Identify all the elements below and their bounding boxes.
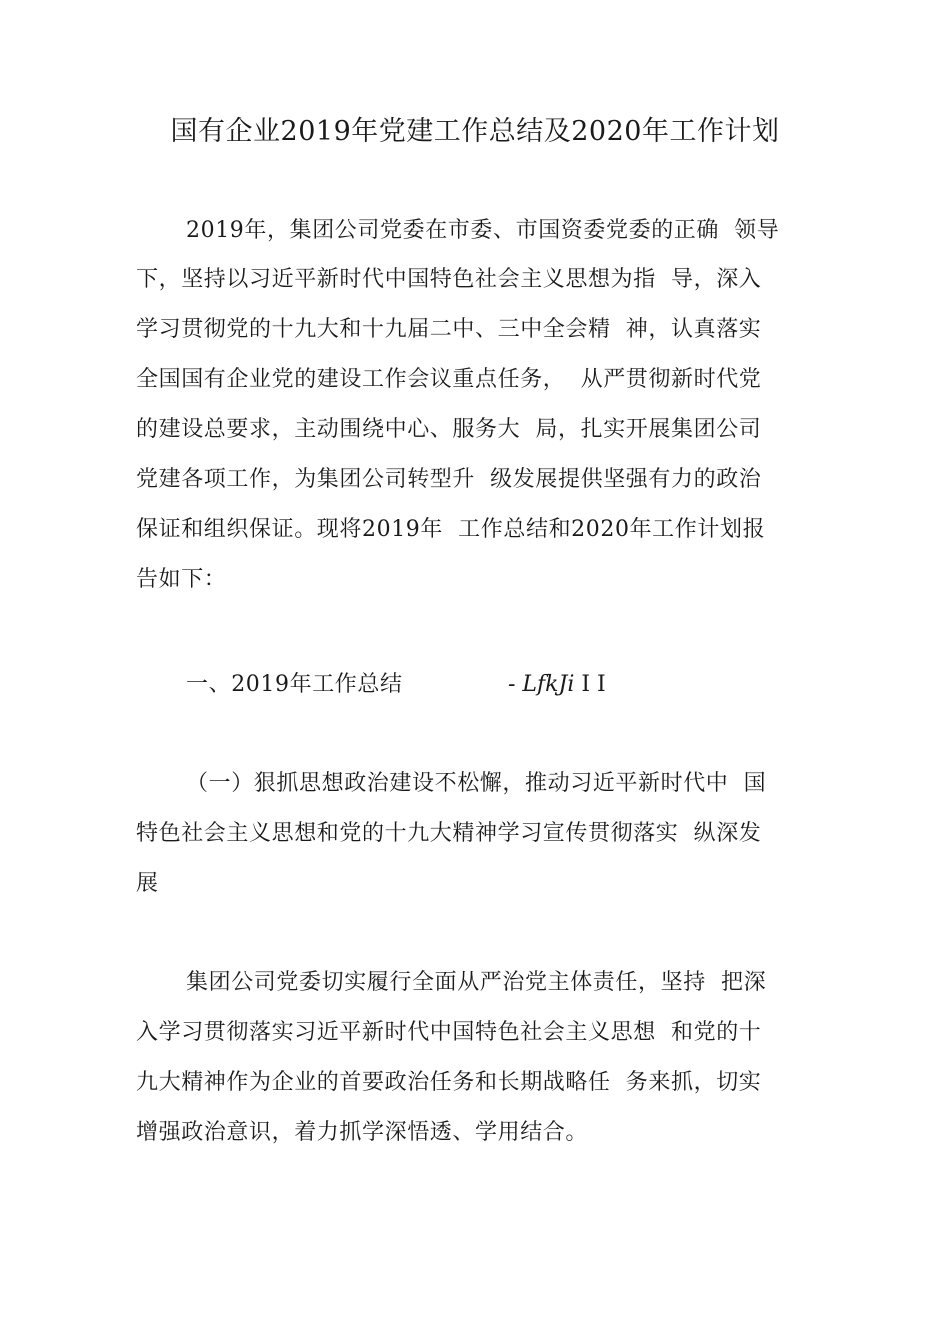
paragraph-line: 全国国有企业党的建设工作会议重点任务， 从严贯彻新时代党	[136, 367, 762, 392]
subsection-line: 特色社会主义思想和党的十九大精神学习宣传贯彻落实 纵深发	[136, 821, 762, 846]
paragraph-line: 下，坚持以习近平新时代中国特色社会主义思想为指 导，深入	[136, 267, 762, 292]
heading-artifact-italic: - LfkJi	[508, 672, 575, 697]
document-title: 国有企业2019年党建工作总结及2020年工作计划	[170, 116, 780, 147]
heading-artifact-regular: I I	[581, 672, 606, 697]
paragraph-line: 九大精神作为企业的首要政治任务和长期战略任 务来抓，切实	[136, 1070, 762, 1095]
paragraph-line: 增强政治意识，着力抓学深悟透、学用结合。	[136, 1120, 589, 1145]
subsection-line: 展	[136, 871, 159, 896]
subsection-line: （一）狠抓思想政治建设不松懈，推动习近平新时代中 国	[186, 771, 767, 796]
paragraph-line: 学习贯彻党的十九大和十九届二中、三中全会精 神，认真落实	[136, 317, 762, 342]
paragraph-line: 的建设总要求，主动围绕中心、服务大 局，扎实开展集团公司	[136, 417, 762, 442]
paragraph-line: 集团公司党委切实履行全面从严治党主体责任，坚持 把深	[186, 970, 767, 995]
paragraph-line: 告如下：	[136, 567, 227, 592]
paragraph-line: 2019年，集团公司党委在市委、市国资委党委的正确 领导	[186, 218, 780, 243]
paragraph-line: 入学习贯彻落实习近平新时代中国特色社会主义思想 和党的十	[136, 1020, 762, 1045]
paragraph-line: 保证和组织保证。现将2019年 工作总结和2020年工作计划报	[136, 517, 766, 542]
paragraph-line: 党建各项工作，为集团公司转型升 级发展提供坚强有力的政治	[136, 467, 762, 492]
heading-artifact	[508, 668, 606, 702]
section-heading: 一、2019年工作总结	[186, 672, 403, 697]
